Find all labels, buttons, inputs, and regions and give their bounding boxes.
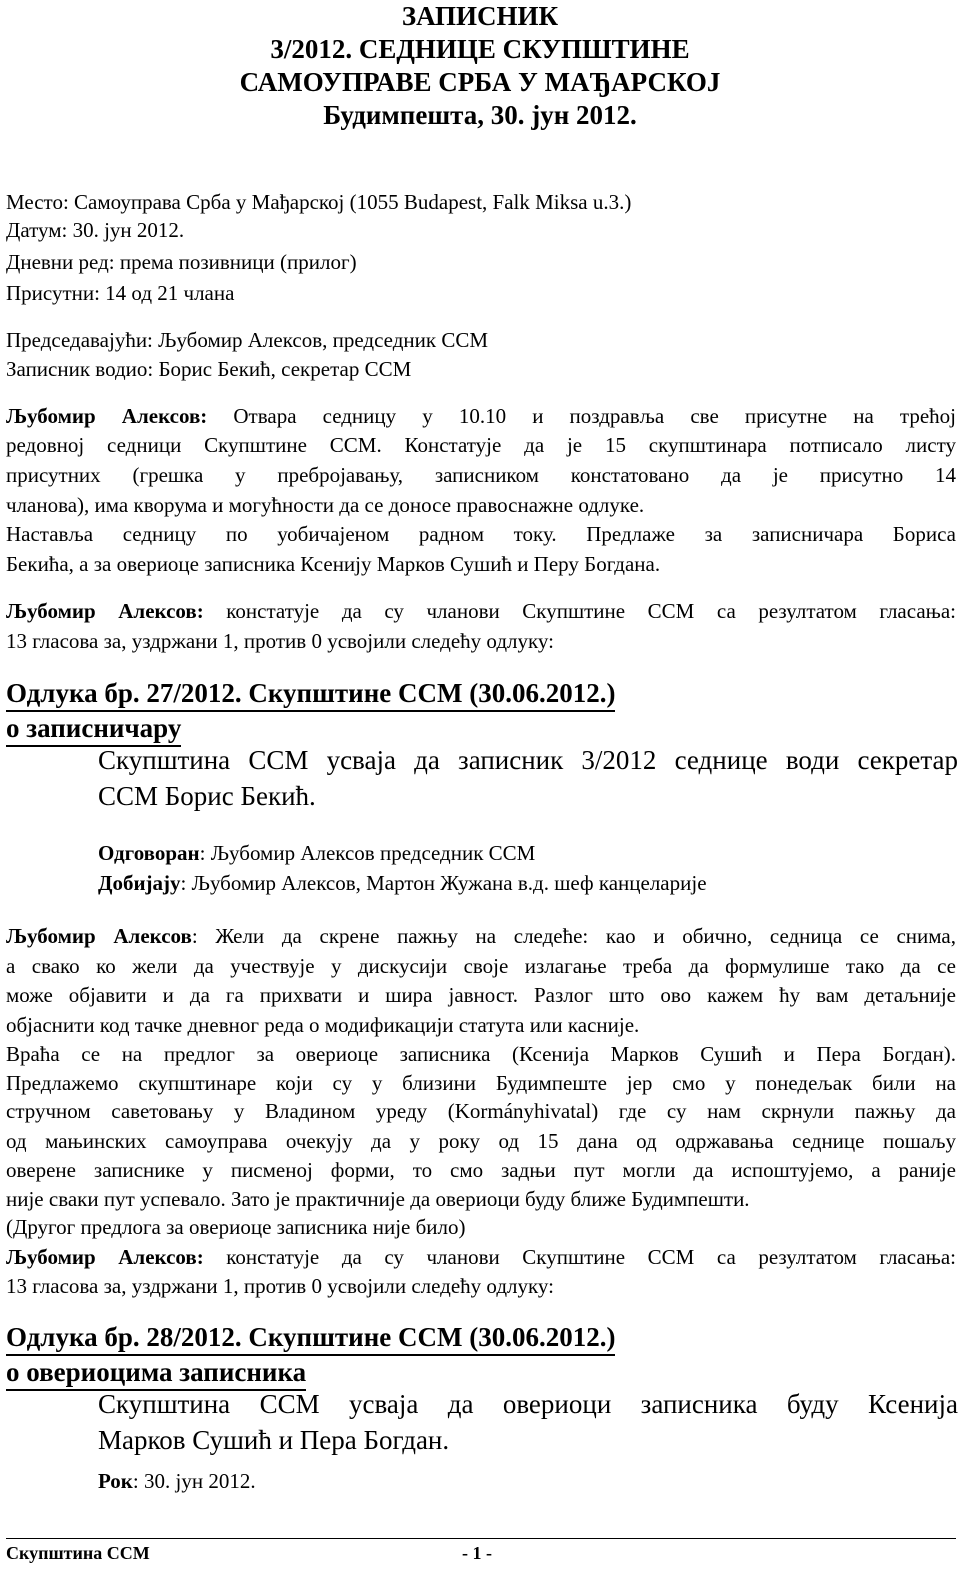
decision1-title: Одлука бр. 27/2012. Скупштине ССМ (30.06.2012.) bbox=[6, 676, 615, 712]
para2-line-9: оверене записнике у писменој форми, то смо задњи пут могли да испоштујемо, а раније bbox=[6, 1158, 956, 1182]
para2-line-4: објаснити код тачке дневног реда о модификацији статута или касније. bbox=[6, 1013, 640, 1037]
speaker-name: Љубомир Алексов: bbox=[6, 1245, 204, 1269]
speaker-name: Љубомир Алексов: bbox=[6, 599, 204, 623]
para2-line-1: Љубомир Алексов: Жели да скрене пажњу на следеће: као и обично, седница се снима, bbox=[6, 924, 956, 948]
decision1-body-line-1: Скупштина ССМ усваја да записник 3/2012 седнице води секретар bbox=[98, 745, 958, 775]
meta-date: Датум: 30. јун 2012. bbox=[6, 218, 185, 242]
footer-page-number: - 1 - bbox=[462, 1543, 492, 1563]
vote2-line-2: 13 гласова за, уздржани 1, против 0 усвојили следећу одлуку: bbox=[6, 1274, 554, 1298]
para2-line-11: (Другог предлога за овериоце записника није било) bbox=[6, 1215, 466, 1239]
decision1-responsible: Одговоран: Љубомир Алексов председник ССМ bbox=[98, 841, 536, 865]
meta-present: Присутни: 14 од 21 члана bbox=[6, 281, 235, 305]
decision2-body bbox=[98, 1386, 958, 1458]
meta-chair: Председавајући: Љубомир Алексов, председник ССМ bbox=[6, 328, 489, 352]
meta-agenda: Дневни ред: према позивници (прилог) bbox=[6, 250, 357, 274]
para2-line-5: Враћа се на предлог за овериоце записника (Ксенија Марков Сушић и Пера Богдан). bbox=[6, 1042, 956, 1066]
para1-line-2: редовној седници Скупштине ССМ. Констатује да је 15 скупштинара потписало листу bbox=[6, 433, 956, 457]
para2-line-2: а свако ко жели да учествује у дискусији своје излагање треба да формулише тако да се bbox=[6, 954, 956, 978]
meta-place: Место: Самоуправа Срба у Мађарској (1055 Budapest, Falk Miksa u.3.) bbox=[6, 190, 632, 214]
para2-line-7: стручном саветовању у Владином уреду (Kormányhivatal) где су нам скрнули пажњу да bbox=[6, 1099, 956, 1123]
para2-line-6: Предлажемо скупштинаре који су у близини Будимпеште јер смо у понедељак били на bbox=[6, 1071, 956, 1095]
title-line-1: ЗАПИСНИК bbox=[401, 1, 559, 31]
title-line-4: Будимпешта, 30. јун 2012. bbox=[323, 100, 637, 130]
decision2-deadline: Рок: 30. јун 2012. bbox=[98, 1469, 256, 1493]
para1-line-6: Бекића, а за овериоце записника Ксенију Марков Сушић и Перу Богдана. bbox=[6, 552, 661, 576]
speaker-name: Љубомир Алексов bbox=[6, 924, 192, 948]
para2-line-10: није сваки пут успевало. Зато је практичније да овериоци буду ближе Будимпешти. bbox=[6, 1187, 750, 1211]
decision2-subtitle: о овериоцима записника bbox=[6, 1355, 306, 1391]
decision1-body bbox=[98, 742, 958, 814]
vote2-line-1: Љубомир Алексов: констатује да су чланови Скупштине ССМ са резултатом гласања: bbox=[6, 1245, 956, 1269]
vote1-line-2: 13 гласова за, уздржани 1, против 0 усвојили следећу одлуку: bbox=[6, 629, 554, 653]
deadline-label: Рок bbox=[98, 1469, 133, 1493]
para1-line-1: Љубомир Алексов: Отвара седницу у 10.10 и поздравља све присутне на трећој bbox=[6, 404, 956, 428]
footer-divider bbox=[6, 1538, 956, 1539]
para2-line-3: може објавити и да га прихвати и шира јавност. Разлог што ово кажем ћу вам детаљније bbox=[6, 983, 956, 1007]
para2-line-8: од мањинских самоуправа очекују да у року од 15 дана од одржавања седнице пошаљу bbox=[6, 1129, 956, 1153]
decision2-body-line-2: Марков Сушић и Пера Богдан. bbox=[98, 1425, 450, 1455]
footer-org: Скупштина ССМ bbox=[6, 1543, 150, 1563]
responsible-label: Одговоран bbox=[98, 841, 200, 865]
speaker-name: Љубомир Алексов: bbox=[6, 404, 208, 428]
decision2-title: Одлука бр. 28/2012. Скупштине ССМ (30.06.2012.) bbox=[6, 1320, 615, 1356]
title-line-3: САМОУПРАВЕ СРБА У МАЂАРСКОЈ bbox=[239, 67, 721, 97]
decision1-recipients: Добијају: Љубомир Алексов, Мартон Жужана в.д. шеф канцеларије bbox=[98, 871, 707, 895]
decision2-body-line-1: Скупштина ССМ усваја да овериоци записника буду Ксенија bbox=[98, 1389, 958, 1419]
recipients-label: Добијају bbox=[98, 871, 181, 895]
vote1-line-1: Љубомир Алексов: констатује да су чланови Скупштине ССМ са резултатом гласања: bbox=[6, 599, 956, 623]
para1-line-3: присутних (грешка у пребројавању, записником констатовано да је присутно 14 bbox=[6, 463, 956, 487]
meta-recorder: Записник водио: Борис Бекић, секретар ССМ bbox=[6, 357, 412, 381]
decision1-body-line-2: ССМ Борис Бекић. bbox=[98, 781, 316, 811]
para1-line-4: чланова), има кворума и могућности да се доносе правоснажне одлуке. bbox=[6, 493, 645, 517]
decision1-subtitle: о записничару bbox=[6, 711, 181, 747]
document-title bbox=[0, 0, 960, 132]
para1-line-5: Наставља седницу по уобичајеном радном току. Предлаже за записничара Бориса bbox=[6, 522, 956, 546]
title-line-2: 3/2012. СЕДНИЦЕ СКУПШТИНЕ bbox=[270, 34, 690, 64]
